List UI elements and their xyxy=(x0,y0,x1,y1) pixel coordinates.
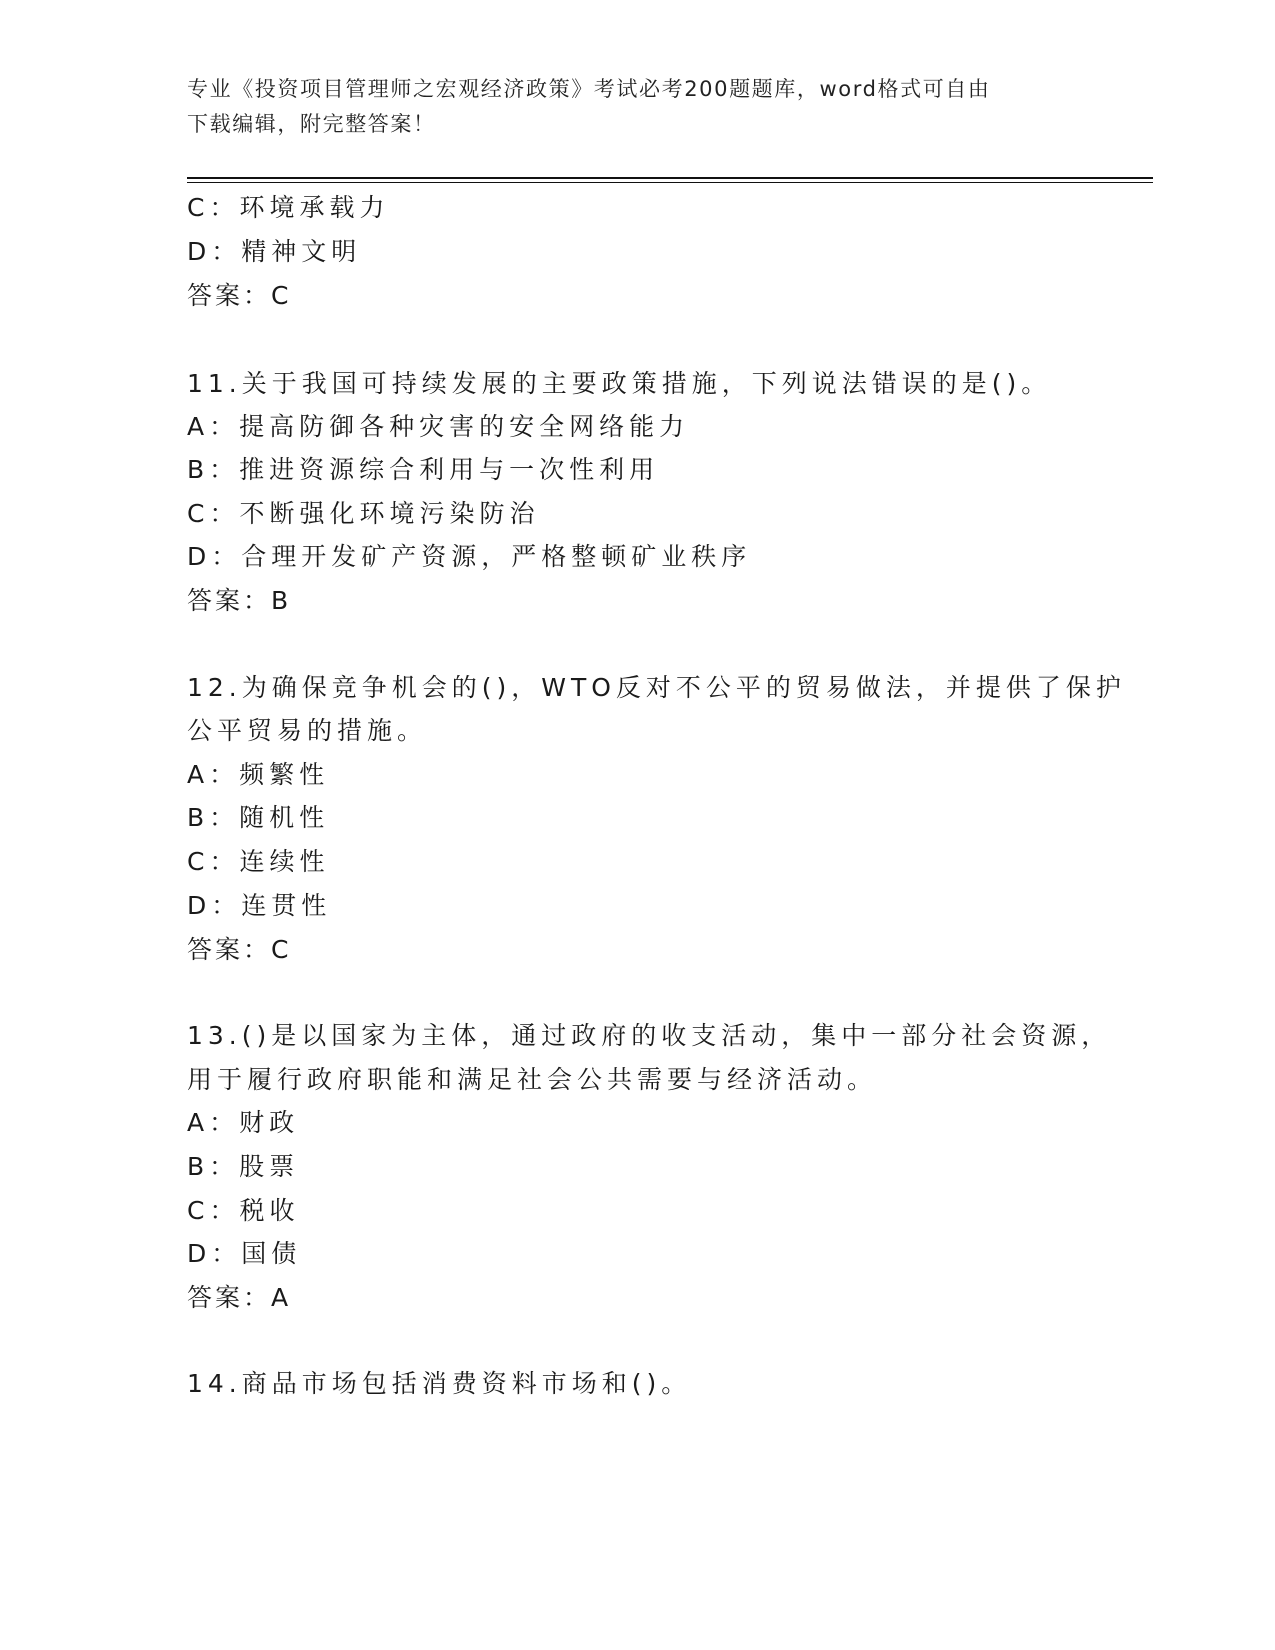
q13-option-c: C：税收 xyxy=(187,1196,300,1225)
q11-option-a: A：提高防御各种灾害的安全网络能力 xyxy=(187,412,690,441)
q11-option-d: D：合理开发矿产资源，严格整顿矿业秩序 xyxy=(187,542,752,571)
header-divider-thin xyxy=(187,182,1153,183)
prev-option-c: C：环境承载力 xyxy=(187,193,390,222)
q12-stem-line-1: 12.为确保竞争机会的()，WTO反对不公平的贸易做法，并提供了保护 xyxy=(187,673,1126,702)
header-divider-thick xyxy=(187,177,1153,179)
q11-stem: 11.关于我国可持续发展的主要政策措施，下列说法错误的是()。 xyxy=(187,369,1052,398)
q12-option-a: A：频繁性 xyxy=(187,760,330,789)
prev-answer: 答案：C xyxy=(187,281,292,310)
q14-stem: 14.商品市场包括消费资料市场和()。 xyxy=(187,1369,692,1398)
q12-stem-line-2: 公平贸易的措施。 xyxy=(187,716,428,745)
q13-option-b: B：股票 xyxy=(187,1152,300,1181)
q12-option-b: B：随机性 xyxy=(187,803,330,832)
q13-stem-line-1: 13.()是以国家为主体，通过政府的收支活动，集中一部分社会资源， xyxy=(187,1021,1112,1050)
q11-answer: 答案：B xyxy=(187,586,292,615)
q13-stem-line-2: 用于履行政府职能和满足社会公共需要与经济活动。 xyxy=(187,1065,878,1094)
prev-option-d: D：精神文明 xyxy=(187,237,362,266)
page-header xyxy=(187,72,1067,142)
header-line-1: 专业《投资项目管理师之宏观经济政策》考试必考200题题库，word格式可自由 xyxy=(187,77,991,101)
header-line-2: 下载编辑，附完整答案！ xyxy=(187,112,436,136)
q13-option-a: A：财政 xyxy=(187,1108,300,1137)
q12-answer: 答案：C xyxy=(187,935,292,964)
q11-option-c: C：不断强化环境污染防治 xyxy=(187,499,540,528)
q13-answer: 答案：A xyxy=(187,1283,292,1312)
q13-option-d: D：国债 xyxy=(187,1239,302,1268)
q12-option-d: D：连贯性 xyxy=(187,891,332,920)
q11-option-b: B：推进资源综合利用与一次性利用 xyxy=(187,455,660,484)
q12-option-c: C：连续性 xyxy=(187,847,330,876)
